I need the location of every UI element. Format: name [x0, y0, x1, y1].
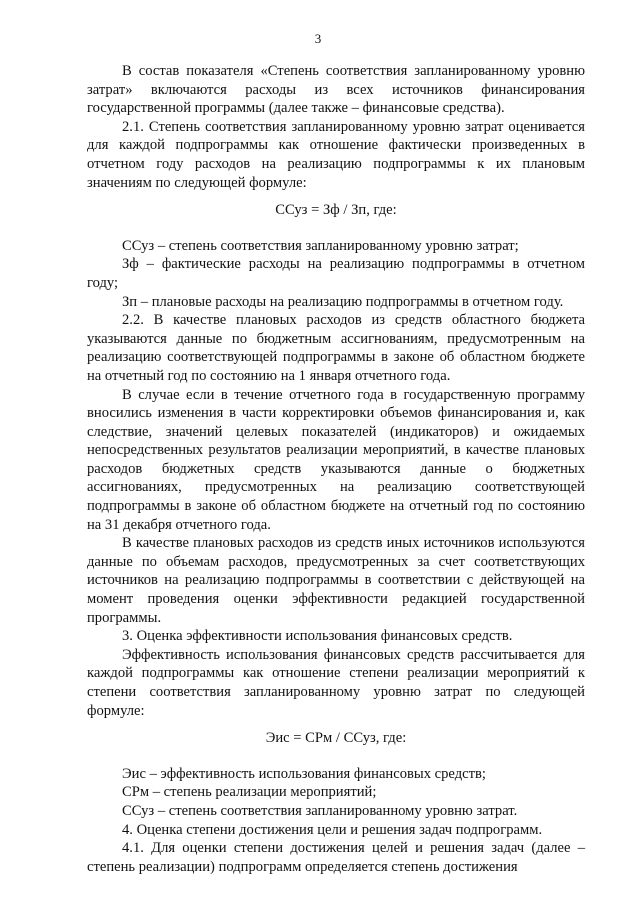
paragraph-4-1: 4.1. Для оценки степени достижения целей и решения задач (далее – степень реализации) подпрограмм определяется степень достижения: [87, 840, 585, 875]
paragraph-other-sources: В качестве плановых расходов из средств иных источников используются данные по объемам расходов, предусмотренных за счет соответствующих источников на реализацию подпрограммы в соответствии с действующей на момент проведения оценки эффективности редакцией государственной программы.: [87, 535, 585, 626]
paragraph-efficiency: Эффективность использования финансовых средств рассчитывается для каждой подпрограммы как отношение степени реализации мероприятий к степени соответствия запланированному уровню затрат по следующей формуле:: [87, 646, 585, 719]
definition-ssuz-2: ССуз – степень соответствия запланированному уровню затрат.: [122, 802, 518, 819]
formula-ssuz: ССуз = Зф / Зп, где:: [275, 202, 397, 219]
page-number: 3: [314, 31, 322, 46]
section-4-heading: 4. Оценка степени достижения цели и решения задач подпрограмм.: [122, 821, 543, 838]
definition-srm: СРм – степень реализации мероприятий;: [122, 784, 377, 801]
paragraph-2-2: 2.2. В качестве плановых расходов из средств областного бюджета указываются данные по бюджетным ассигнованиям, предусмотренным на реализацию соответствующей подпрограммы в законе об областном бюджете на отчетный год по состоянию на 1 января отчетного года.: [87, 312, 585, 384]
paragraph-2-1: 2.1. Степень соответствия запланированному уровню затрат оценивается для каждой подпрограммы как отношение фактически произведенных в отчетном году расходов на реализацию подпрограммы к их плановым значениям по следующей формуле:: [87, 118, 585, 191]
section-3-heading: 3. Оценка эффективности использования финансовых средств.: [122, 628, 513, 645]
formula-eis: Эис = СРм / ССуз, где:: [265, 730, 407, 747]
paragraph-program-changes: В случае если в течение отчетного года в государственную программу вносились изменения в части корректировки объемов финансирования и, как следствие, значений целевых показателей (индикаторов) и ожидаемых непосредственных результатов реализации мероприятий, в качестве плановых расходов бюджетных средств указываются данные о бюджетных ассигнованиях, предусмотренных на реализацию соответствующей подпрограммы в законе об областном бюджете на отчетный год по состоянию на 31 декабря отчетного года.: [87, 386, 585, 533]
paragraph-cost-indicator: В состав показателя «Степень соответствия запланированному уровню затрат» включаются расходы из всех источников финансирования государственной программы (далее также – финансовые средства).: [87, 63, 585, 117]
document-body: [87, 62, 585, 876]
definition-ssuz: ССуз – степень соответствия запланированному уровню затрат;: [122, 237, 519, 254]
definition-zf: Зф – фактические расходы на реализацию подпрограммы в отчетном году;: [87, 256, 585, 291]
definition-zp: Зп – плановые расходы на реализацию подпрограммы в отчетном году.: [122, 293, 564, 310]
definition-eis: Эис – эффективность использования финансовых средств;: [122, 765, 486, 782]
